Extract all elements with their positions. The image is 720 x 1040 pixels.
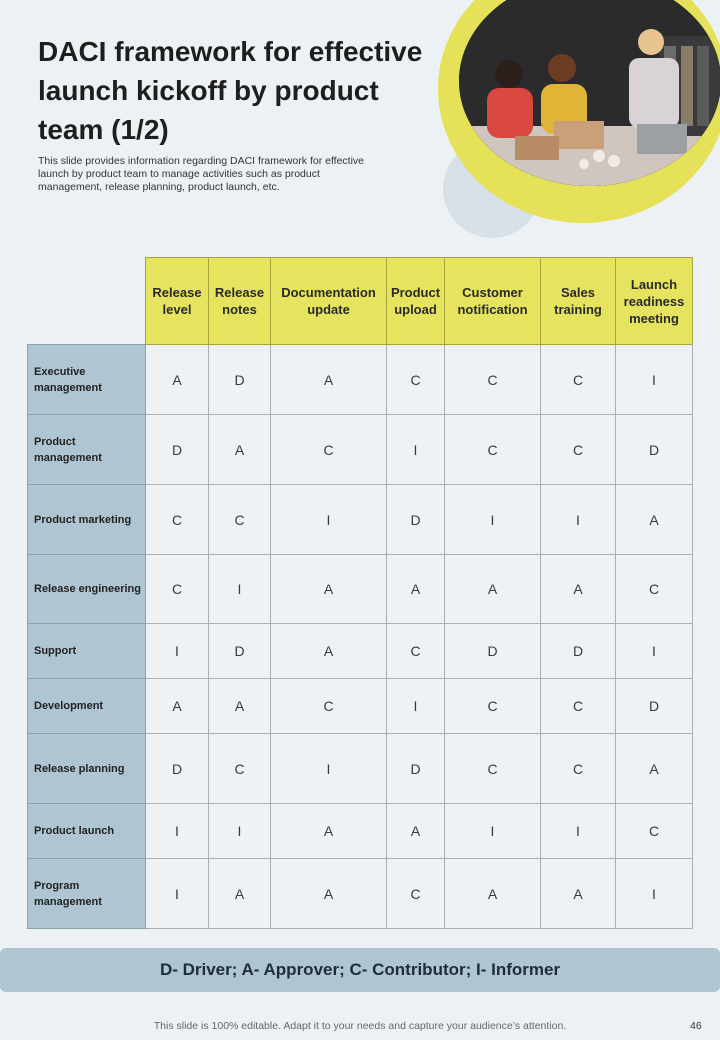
table-row — [28, 555, 693, 624]
table-cell: C — [541, 345, 616, 415]
table-cell: A — [271, 804, 387, 859]
table-cell: A — [271, 859, 387, 929]
column-header: Sales training — [541, 258, 616, 345]
table-cell: C — [271, 679, 387, 734]
table-corner — [28, 258, 146, 345]
table-cell: A — [445, 859, 541, 929]
page-number: 46 — [690, 1020, 702, 1032]
column-header: Launch readiness meeting — [616, 258, 693, 345]
table-cell: A — [146, 345, 209, 415]
table-cell: D — [616, 415, 693, 485]
table-cell: D — [445, 624, 541, 679]
table-cell: I — [387, 415, 445, 485]
table-cell: I — [616, 624, 693, 679]
table-cell: A — [387, 555, 445, 624]
table-cell: A — [387, 804, 445, 859]
table-cell: A — [616, 485, 693, 555]
table-cell: A — [616, 734, 693, 804]
table-cell: I — [146, 859, 209, 929]
table-cell: A — [541, 859, 616, 929]
table-cell: C — [146, 555, 209, 624]
table-cell: A — [271, 345, 387, 415]
table-cell: I — [541, 804, 616, 859]
table-cell: D — [387, 485, 445, 555]
table-cell: C — [271, 415, 387, 485]
table-cell: C — [616, 555, 693, 624]
row-label: Executive management — [28, 345, 146, 415]
table-cell: I — [146, 624, 209, 679]
column-header: Release level — [146, 258, 209, 345]
table-cell: C — [146, 485, 209, 555]
table-cell: C — [541, 679, 616, 734]
table-cell: D — [541, 624, 616, 679]
table-cell: I — [541, 485, 616, 555]
column-header: Release notes — [209, 258, 271, 345]
column-header: Documentation update — [271, 258, 387, 345]
table-cell: A — [541, 555, 616, 624]
table-cell: I — [209, 555, 271, 624]
table-header-row — [28, 258, 693, 345]
table-cell: D — [146, 734, 209, 804]
table-cell: A — [146, 679, 209, 734]
table-cell: C — [541, 415, 616, 485]
table-row — [28, 345, 693, 415]
table-row — [28, 679, 693, 734]
table-cell: A — [445, 555, 541, 624]
table-cell: D — [146, 415, 209, 485]
page-title: DACI framework for effective launch kickoff by product team (1/2) — [38, 36, 423, 145]
table-cell: C — [445, 345, 541, 415]
column-header: Product upload — [387, 258, 445, 345]
table-cell: D — [387, 734, 445, 804]
row-label: Program management — [28, 859, 146, 929]
table-cell: C — [616, 804, 693, 859]
row-label: Product launch — [28, 804, 146, 859]
table-cell: A — [271, 624, 387, 679]
table-cell: I — [271, 485, 387, 555]
table-row — [28, 859, 693, 929]
footer-note: This slide is 100% editable. Adapt it to your needs and capture your audience’s attention. — [153, 1020, 567, 1032]
table-cell: C — [209, 734, 271, 804]
row-label: Support — [28, 624, 146, 679]
table-cell: A — [209, 859, 271, 929]
table-cell: C — [445, 679, 541, 734]
table-cell: A — [209, 415, 271, 485]
table-cell: I — [387, 679, 445, 734]
table-cell: D — [209, 345, 271, 415]
row-label: Product management — [28, 415, 146, 485]
row-label: Release engineering — [28, 555, 146, 624]
table-cell: I — [616, 859, 693, 929]
table-cell: A — [209, 679, 271, 734]
table-cell: C — [387, 624, 445, 679]
legend-bar: D- Driver; A- Approver; C- Contributor; I- Informer — [0, 948, 720, 992]
table-cell: I — [616, 345, 693, 415]
table-cell: C — [387, 859, 445, 929]
column-header: Customer notification — [445, 258, 541, 345]
table-cell: D — [209, 624, 271, 679]
table-row — [28, 624, 693, 679]
table-cell: I — [209, 804, 271, 859]
row-label: Product marketing — [28, 485, 146, 555]
table-row — [28, 415, 693, 485]
row-label: Release planning — [28, 734, 146, 804]
daci-table — [27, 257, 693, 929]
table-cell: C — [541, 734, 616, 804]
table-row — [28, 734, 693, 804]
table-cell: A — [271, 555, 387, 624]
table-row — [28, 485, 693, 555]
table-row — [28, 804, 693, 859]
page-subtitle: This slide provides information regarding DACI framework for effective launch by product team to manage activities such as product management, release planning, product launch, etc. — [38, 155, 365, 193]
table-cell: I — [146, 804, 209, 859]
table-cell: C — [445, 415, 541, 485]
row-label: Development — [28, 679, 146, 734]
table-cell: I — [445, 485, 541, 555]
table-cell: C — [445, 734, 541, 804]
table-cell: C — [209, 485, 271, 555]
table-cell: I — [271, 734, 387, 804]
table-cell: C — [387, 345, 445, 415]
table-cell: I — [445, 804, 541, 859]
table-cell: D — [616, 679, 693, 734]
